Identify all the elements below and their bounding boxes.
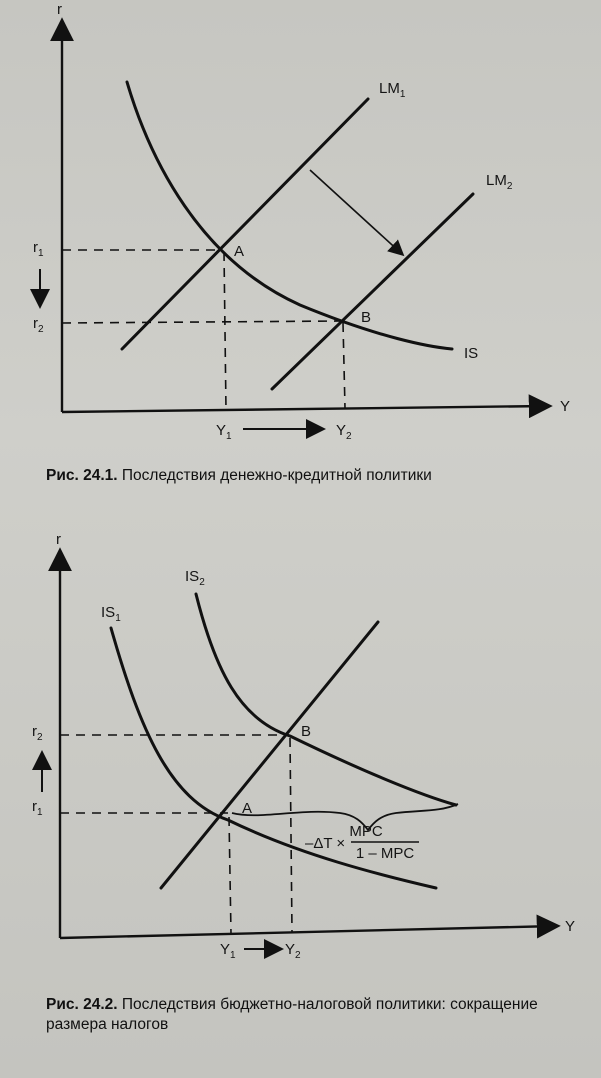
x-axis (62, 406, 548, 412)
lm2-label: $LM_2$ (486, 172, 513, 192)
figure-fiscal-policy (0, 530, 601, 990)
is2-label: $IS_2$ (185, 568, 205, 588)
lm2-curve (272, 194, 473, 389)
is-curve (127, 82, 452, 349)
lm1-label: $LM_1$ (379, 80, 406, 100)
y1-label: $Y_1$ (220, 941, 236, 961)
y2-label: $Y_2$ (336, 422, 352, 442)
figure2-caption (46, 995, 586, 1035)
r2-label: $r_2$ (32, 723, 43, 743)
lm-curve (161, 622, 378, 888)
y-axis-label: r (56, 531, 61, 548)
formula-denominator: 1 – MPC (355, 845, 415, 862)
point-b-label: B (361, 309, 372, 326)
x-axis-label: Y (565, 918, 576, 935)
r2-guide (62, 321, 343, 323)
y-axis-label: r (57, 1, 62, 18)
formula-numerator: MPC (349, 823, 383, 840)
r1-label: $r_1$ (32, 798, 43, 818)
lm1-curve (122, 99, 368, 349)
y1-guide (229, 817, 231, 934)
figure1-caption-number: Рис. 24.1. (46, 467, 118, 484)
formula-prefix: –ΔT × (305, 835, 346, 852)
is-label: IS (464, 345, 479, 362)
figure1-caption-text: Последствия денежно-кредитной политики (121, 467, 432, 484)
r1-label: $r_1$ (33, 239, 44, 259)
x-axis-label: Y (560, 398, 571, 415)
multiplier-brace (232, 804, 458, 830)
y1-label: $Y_1$ (216, 422, 232, 442)
y2-guide (290, 738, 292, 932)
is2-curve (196, 594, 456, 805)
is1-label: $IS_1$ (101, 604, 121, 624)
point-a-label: A (234, 243, 245, 260)
y2-guide (343, 323, 345, 408)
point-a-label: A (242, 800, 253, 817)
y1-guide (224, 252, 226, 410)
y2-label: $Y_2$ (285, 941, 301, 961)
x-axis (60, 926, 556, 938)
figure2-caption-text: Последствия бюджетно-налоговой политики: сокращение размера налогов (46, 996, 538, 1033)
figure-money-policy (0, 0, 601, 460)
r2-label: $r_2$ (33, 315, 44, 335)
figure1-caption (46, 466, 586, 486)
point-b-label: B (301, 723, 312, 740)
figure2-caption-number: Рис. 24.2. (46, 996, 118, 1013)
shift-arrow (310, 170, 402, 254)
